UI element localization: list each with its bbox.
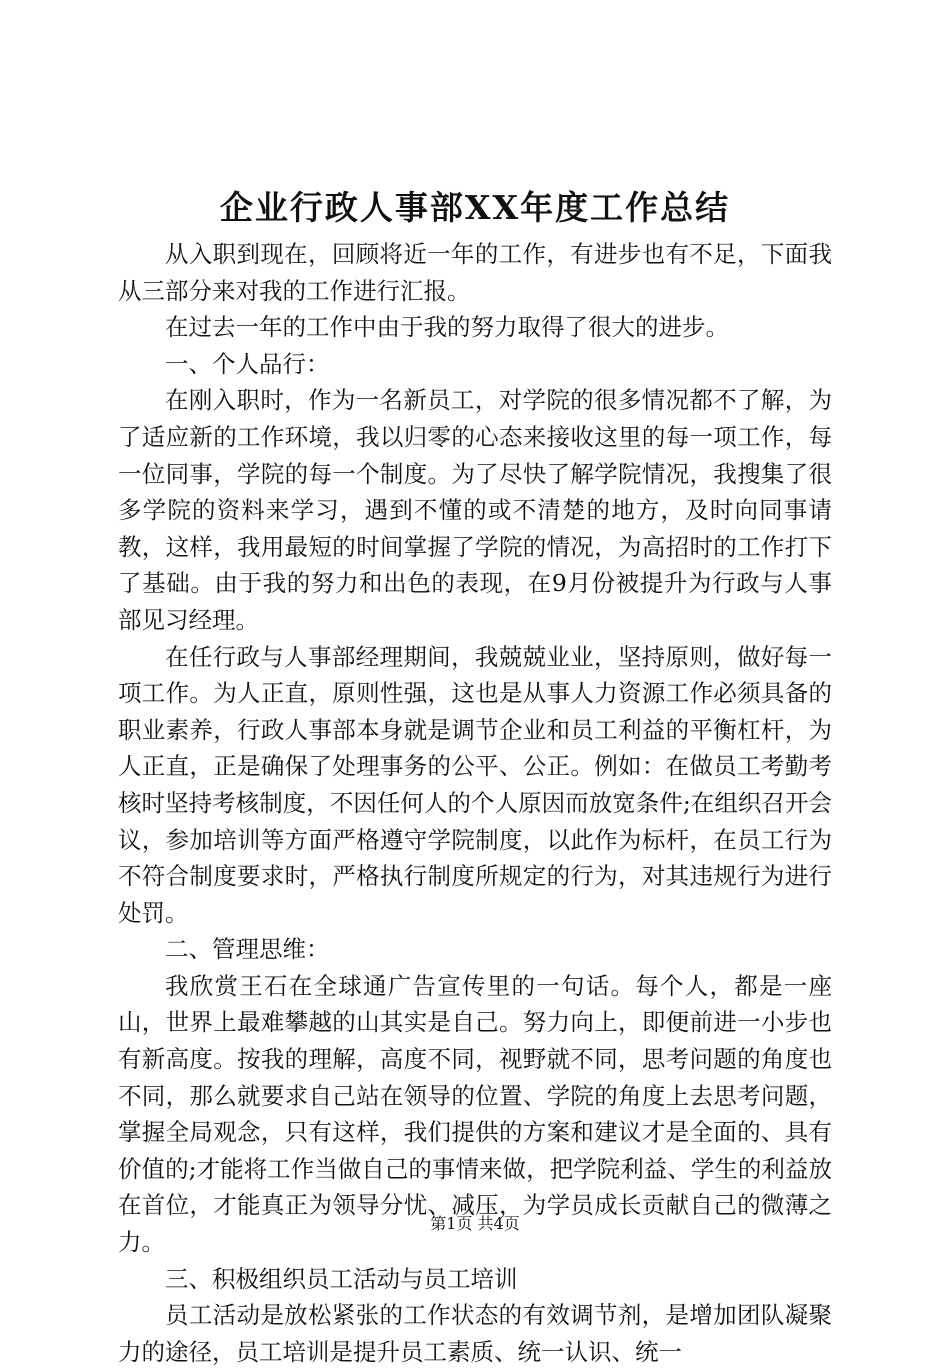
document-body (118, 236, 832, 1370)
paragraph: 我欣赏王石在全球通广告宣传里的一句话。每个人，都是一座山，世界上最难攀越的山其实是自己。努力向上，即便前进一小步也有新高度。按我的理解，高度不同，视野就不同，思考问题的角度也不同，那么就要求自己站在领导的位置、学院的角度上去思考问题，掌握全局观念，只有这样，我们提供的方案和建议才是全面的、具有价值的;才能将工作当做自己的事情来做，把学院利益、学生的利益放在首位，才能真正为领导分忧、减压，为学员成长贡献自己的微薄之力。 (118, 971, 832, 1257)
paragraph: 在过去一年的工作中由于我的努力取得了很大的进步。 (165, 313, 729, 342)
page-footer: 第1页 共4页 (430, 1214, 520, 1233)
section-heading: 三、积极组织员工活动与员工培训 (165, 1264, 518, 1293)
section-heading: 二、管理思维： (165, 935, 330, 964)
paragraph: 在刚入职时，作为一名新员工，对学院的很多情况都不了解，为了适应新的工作环境，我以归零的心态来接收这里的每一项工作，每一位同事，学院的每一个制度。为了尽快了解学院情况，我搜集了很多学院的资料来学习，遇到不懂的或不清楚的地方，及时向同事请教，这样，我用最短的时间掌握了学院的情况，为高招时的工作打下了基础。由于我的努力和出色的表现，在9月份被提升为行政与人事部见习经理。 (118, 386, 832, 634)
section-heading: 一、个人品行： (165, 349, 330, 378)
document-title: 企业行政人事部XX年度工作总结 (219, 188, 731, 227)
paragraph: 在任行政与人事部经理期间，我兢兢业业，坚持原则，做好每一项工作。为人正直，原则性强，这也是从事人力资源工作必须具备的职业素养，行政人事部本身就是调节企业和员工利益的平衡杠杆，为人正直，正是确保了处理事务的公平、公正。例如：在做员工考勤考核时坚持考核制度，不因任何人的个人原因而放宽条件;在组织召开会议，参加培训等方面严格遵守学院制度，以此作为标杆，在员工行为不符合制度要求时，严格执行制度所规定的行为，对其违规行为进行处罚。 (118, 642, 832, 927)
paragraph: 从入职到现在，回顾将近一年的工作，有进步也有不足，下面我从三部分来对我的工作进行汇报。 (118, 240, 832, 305)
paragraph: 员工活动是放松紧张的工作状态的有效调节剂，是增加团队凝聚力的途径，员工培训是提升员工素质、统一认识、统一 (118, 1301, 832, 1366)
